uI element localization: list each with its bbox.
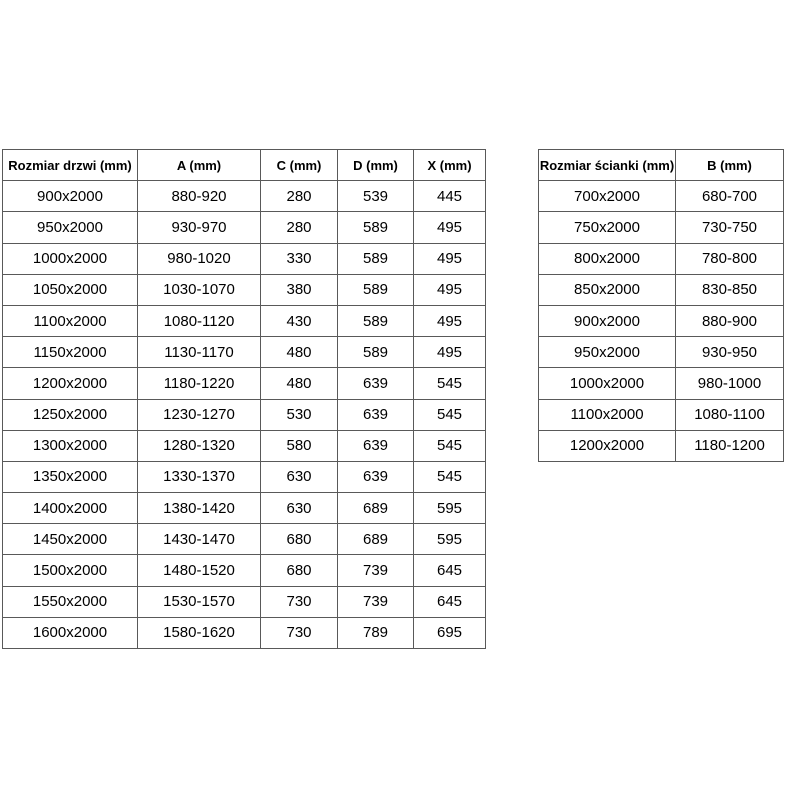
table-row xyxy=(3,617,486,648)
table-cell: 1000x2000 xyxy=(539,368,676,399)
table-cell: 1550x2000 xyxy=(3,586,138,617)
table-cell: 380 xyxy=(261,274,338,305)
table-cell: 1580-1620 xyxy=(138,617,261,648)
table-cell: 1180-1220 xyxy=(138,368,261,399)
table-cell: 739 xyxy=(338,555,414,586)
column-header: Rozmiar ścianki (mm) xyxy=(539,150,676,181)
table-cell: 495 xyxy=(414,305,486,336)
table-cell: 495 xyxy=(414,274,486,305)
table-row xyxy=(3,399,486,430)
header-row xyxy=(539,150,784,181)
table-cell: 1230-1270 xyxy=(138,399,261,430)
table-row xyxy=(3,243,486,274)
table-cell: 730 xyxy=(261,586,338,617)
table-row xyxy=(3,461,486,492)
table-cell: 595 xyxy=(414,493,486,524)
table-cell: 630 xyxy=(261,461,338,492)
table-cell: 730 xyxy=(261,617,338,648)
table-cell: 689 xyxy=(338,524,414,555)
table-cell: 950x2000 xyxy=(3,212,138,243)
table-cell: 689 xyxy=(338,493,414,524)
column-header: D (mm) xyxy=(338,150,414,181)
table-cell: 680-700 xyxy=(676,181,784,212)
table-cell: 680 xyxy=(261,524,338,555)
table-row xyxy=(3,524,486,555)
table-cell: 545 xyxy=(414,368,486,399)
table-cell: 695 xyxy=(414,617,486,648)
table-cell: 595 xyxy=(414,524,486,555)
table-cell: 930-970 xyxy=(138,212,261,243)
table-cell: 1200x2000 xyxy=(3,368,138,399)
table-row xyxy=(3,368,486,399)
table-cell: 280 xyxy=(261,212,338,243)
column-header: C (mm) xyxy=(261,150,338,181)
table-cell: 1480-1520 xyxy=(138,555,261,586)
table-cell: 900x2000 xyxy=(539,305,676,336)
table-cell: 589 xyxy=(338,212,414,243)
table-cell: 1330-1370 xyxy=(138,461,261,492)
table-cell: 1300x2000 xyxy=(3,430,138,461)
door-size-table xyxy=(2,149,486,649)
table-cell: 800x2000 xyxy=(539,243,676,274)
header-row xyxy=(3,150,486,181)
table-cell: 980-1000 xyxy=(676,368,784,399)
table-cell: 930-950 xyxy=(676,337,784,368)
table-cell: 589 xyxy=(338,243,414,274)
table-cell: 750x2000 xyxy=(539,212,676,243)
table-cell: 495 xyxy=(414,337,486,368)
table-cell: 639 xyxy=(338,399,414,430)
table-cell: 850x2000 xyxy=(539,274,676,305)
column-header: Rozmiar drzwi (mm) xyxy=(3,150,138,181)
table-cell: 1250x2000 xyxy=(3,399,138,430)
table-cell: 639 xyxy=(338,368,414,399)
table-cell: 1080-1100 xyxy=(676,399,784,430)
table-row xyxy=(3,493,486,524)
table-row xyxy=(3,212,486,243)
table-cell: 1180-1200 xyxy=(676,430,784,461)
table-cell: 900x2000 xyxy=(3,181,138,212)
table-row xyxy=(3,305,486,336)
table-row xyxy=(3,555,486,586)
table-cell: 480 xyxy=(261,337,338,368)
table-cell: 680 xyxy=(261,555,338,586)
table-cell: 1350x2000 xyxy=(3,461,138,492)
table-row xyxy=(539,399,784,430)
table-cell: 1450x2000 xyxy=(3,524,138,555)
table-cell: 1100x2000 xyxy=(539,399,676,430)
table-row xyxy=(3,586,486,617)
table-row xyxy=(3,337,486,368)
table-cell: 530 xyxy=(261,399,338,430)
table-cell: 950x2000 xyxy=(539,337,676,368)
table-cell: 630 xyxy=(261,493,338,524)
table-cell: 1130-1170 xyxy=(138,337,261,368)
table-row xyxy=(539,305,784,336)
table-cell: 330 xyxy=(261,243,338,274)
table-cell: 280 xyxy=(261,181,338,212)
column-header: X (mm) xyxy=(414,150,486,181)
table-cell: 1100x2000 xyxy=(3,305,138,336)
table-cell: 700x2000 xyxy=(539,181,676,212)
wall-size-table xyxy=(538,149,784,462)
table-cell: 880-900 xyxy=(676,305,784,336)
table-cell: 830-850 xyxy=(676,274,784,305)
table-cell: 1080-1120 xyxy=(138,305,261,336)
table-row xyxy=(539,337,784,368)
table-row xyxy=(3,274,486,305)
table-cell: 1200x2000 xyxy=(539,430,676,461)
table-cell: 1000x2000 xyxy=(3,243,138,274)
table-cell: 1400x2000 xyxy=(3,493,138,524)
column-header: A (mm) xyxy=(138,150,261,181)
table-cell: 539 xyxy=(338,181,414,212)
table-cell: 580 xyxy=(261,430,338,461)
table-cell: 739 xyxy=(338,586,414,617)
table-cell: 980-1020 xyxy=(138,243,261,274)
table-cell: 639 xyxy=(338,461,414,492)
table-cell: 495 xyxy=(414,243,486,274)
table-cell: 1050x2000 xyxy=(3,274,138,305)
table-cell: 1500x2000 xyxy=(3,555,138,586)
table-row xyxy=(539,212,784,243)
table-cell: 589 xyxy=(338,305,414,336)
table-cell: 1380-1420 xyxy=(138,493,261,524)
table-cell: 480 xyxy=(261,368,338,399)
table-cell: 1280-1320 xyxy=(138,430,261,461)
table-row xyxy=(539,243,784,274)
table-cell: 1430-1470 xyxy=(138,524,261,555)
table-row xyxy=(539,430,784,461)
table-cell: 1530-1570 xyxy=(138,586,261,617)
table-cell: 645 xyxy=(414,555,486,586)
table-cell: 645 xyxy=(414,586,486,617)
table-cell: 445 xyxy=(414,181,486,212)
column-header: B (mm) xyxy=(676,150,784,181)
table-cell: 545 xyxy=(414,399,486,430)
table-row xyxy=(539,181,784,212)
table-cell: 1150x2000 xyxy=(3,337,138,368)
table-row xyxy=(3,430,486,461)
table-cell: 639 xyxy=(338,430,414,461)
table-cell: 789 xyxy=(338,617,414,648)
table-cell: 780-800 xyxy=(676,243,784,274)
table-cell: 880-920 xyxy=(138,181,261,212)
table-cell: 545 xyxy=(414,430,486,461)
table-row xyxy=(539,368,784,399)
table-row xyxy=(3,181,486,212)
table-cell: 589 xyxy=(338,274,414,305)
table-cell: 430 xyxy=(261,305,338,336)
table-row xyxy=(539,274,784,305)
table-cell: 730-750 xyxy=(676,212,784,243)
table-cell: 1030-1070 xyxy=(138,274,261,305)
table-cell: 1600x2000 xyxy=(3,617,138,648)
table-cell: 495 xyxy=(414,212,486,243)
table-cell: 545 xyxy=(414,461,486,492)
table-cell: 589 xyxy=(338,337,414,368)
